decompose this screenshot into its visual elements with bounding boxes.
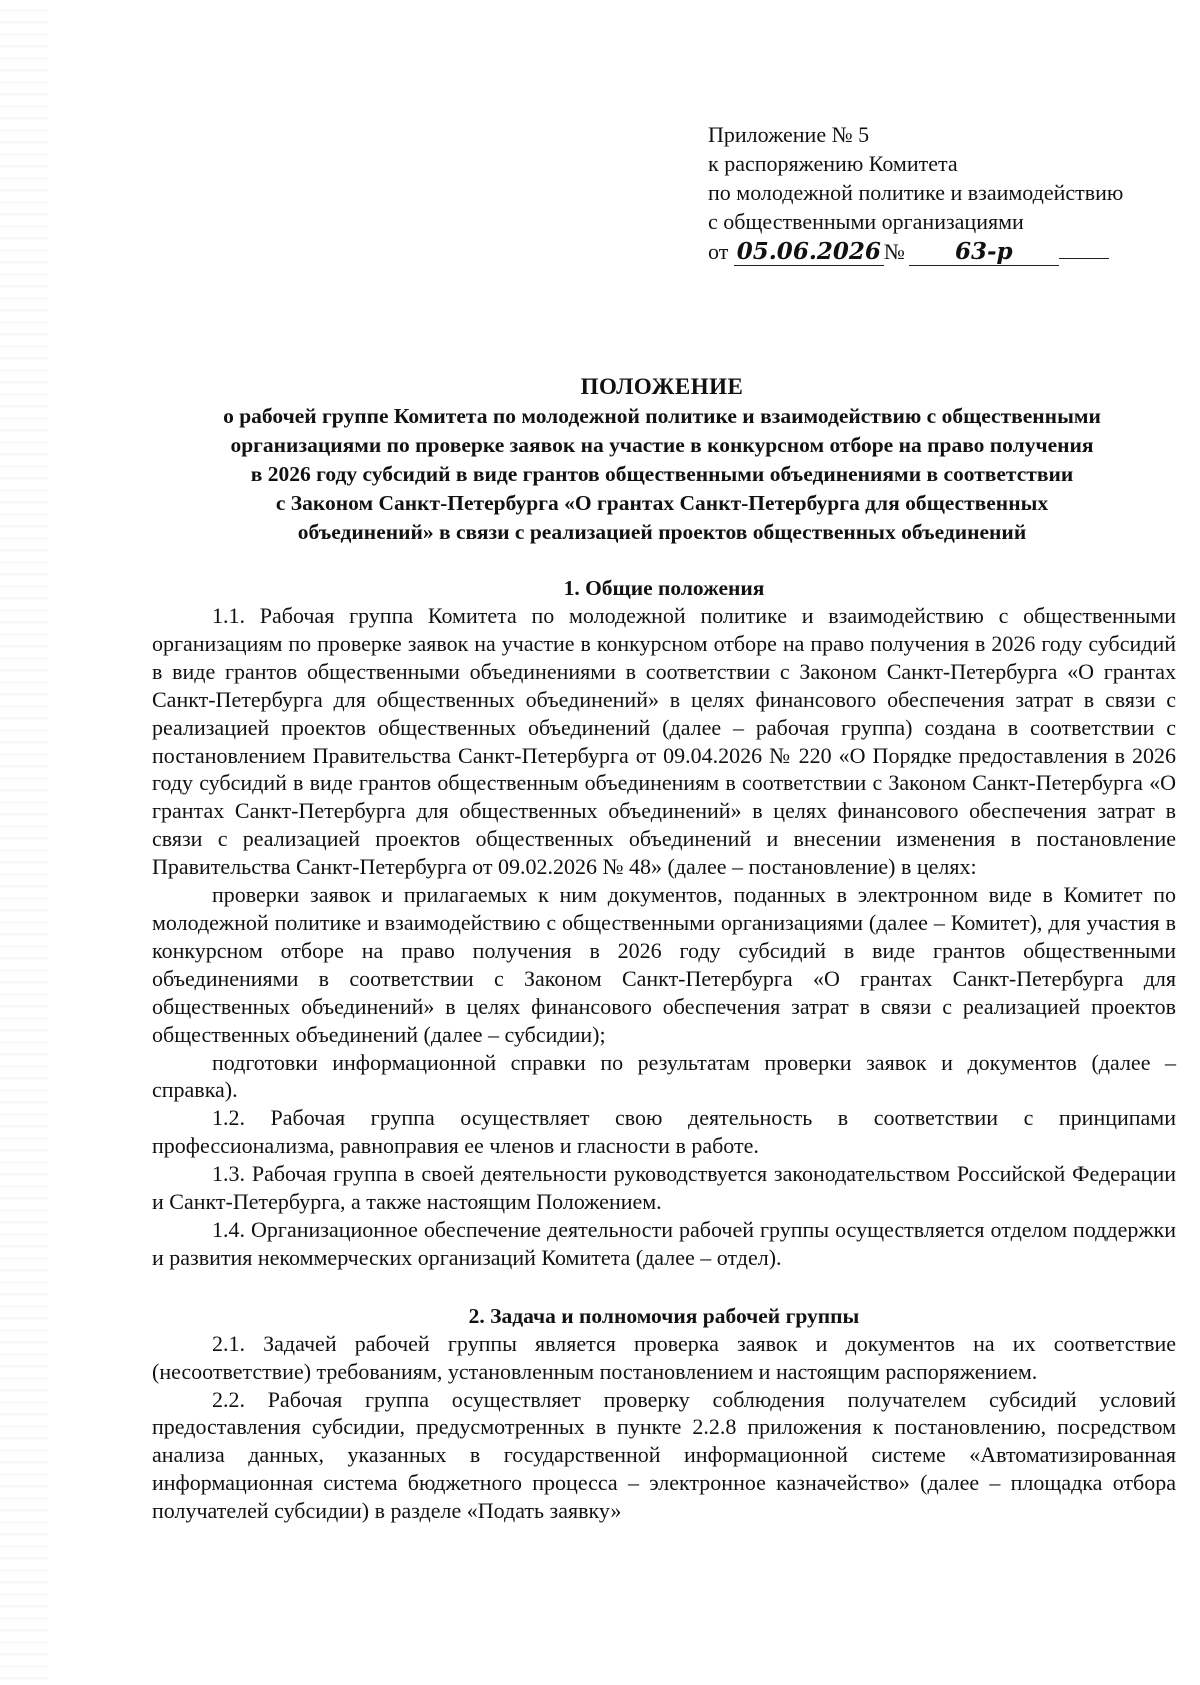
title-line-4: с Законом Санкт-Петербурга «О грантах Санкт-Петербурга для общественных (275, 491, 1049, 515)
paragraph-2-1: 2.1. Задачей рабочей группы является проверка заявок и документов на их соответствие (несоответствие) требованиям, установленным постановлением и настоящим распоряжением. (152, 1330, 1176, 1384)
annex-from-label: от (708, 239, 729, 264)
title-line-3: в 2026 году субсидий в виде грантов общественными объединениями в соответствии (250, 462, 1074, 486)
handwritten-number: 63-р (909, 239, 1059, 266)
paragraph-1-4: 1.4. Организационное обеспечение деятельности рабочей группы осуществляется отделом поддержки и развития некоммерческих организаций Комитета (далее – отдел). (152, 1216, 1176, 1270)
paragraph-1-1: 1.1. Рабочая группа Комитета по молодежной политике и взаимодействию с общественными организациям по проверке заявок на участие в конкурсном отборе на право получения в 2026 году субсидий в виде грантов общественными объединениями в соответствии с Законом Санкт-Петербурга «О грантах Санкт-Петербурга для общественных объединений» в целях финансового обеспечения затрат в связи с реализацией проектов общественных объединений (далее – рабочая группа) создана в соответствии с постановлением Правительства Санкт-Петербурга от 09.04.2026 № 220 «О Порядке предоставления в 2026 году субсидий в виде грантов общественным объединениям в соответствии с Законом Санкт-Петербурга «О грантах Санкт-Петербурга для общественных объединений» в целях финансового обеспечения затрат в связи с реализацией проектов общественных объединений и внесении изменения в постановление Правительства Санкт-Петербурга от 09.02.2026 № 48» (далее – постановление) в целях: (152, 603, 1176, 880)
paragraph-1-2: 1.2. Рабочая группа осуществляет свою деятельность в соответствии с принципами профессионализма, равноправия ее членов и гласности в работе. (152, 1105, 1176, 1159)
annex-line-4: с общественными организациями (708, 209, 1024, 234)
title-line-2: организациями по проверке заявок на участие в конкурсном отборе на право получения (230, 433, 1094, 457)
underline-filler (1059, 236, 1109, 259)
document-body (152, 574, 1176, 1525)
paragraph-1-3: 1.3. Рабочая группа в своей деятельности руководствуется законодательством Российской Федерации и Санкт-Петербурга, а также настоящим Положением. (152, 1161, 1176, 1215)
annex-line-3: по молодежной политике и взаимодействию (708, 180, 1124, 205)
handwritten-date: 05.06.2026 (734, 239, 884, 266)
document-title-block (152, 372, 1172, 547)
annex-line-2: к распоряжению Комитета (708, 151, 958, 176)
annex-number-label: № (883, 239, 905, 264)
section-2-heading: 2. Задача и полномочия рабочей группы (468, 1303, 860, 1328)
paragraph-1-1-a: проверки заявок и прилагаемых к ним документов, поданных в электронном виде в Комитет по молодежной политике и взаимодействию с общественными организациями (далее – Комитет), для участия в конкурсном отборе на право получения в 2026 году субсидий в виде грантов общественными объединениями в соответствии с Законом Санкт-Петербурга «О грантах Санкт-Петербурга для общественных объединений» в целях финансового обеспечения затрат в связи с реализацией проектов общественных объединений (далее – субсидии); (152, 882, 1176, 1047)
paragraph-2-2: 2.2. Рабочая группа осуществляет проверку соблюдения получателем субсидий условий предоставления субсидии, предусмотренных в пункте 2.2.8 приложения к постановлению, посредством анализа данных, указанных в государственной информационной системе «Автоматизированная информационная система бюджетного процесса – электронное казначейство» (далее – площадка отбора получателей субсидии) в разделе «Подать заявку» (152, 1386, 1176, 1524)
annex-header (708, 120, 1168, 266)
title-line-1: о рабочей группе Комитета по молодежной политике и взаимодействию с общественными (223, 404, 1101, 428)
annex-date-number-row (708, 236, 1168, 266)
paragraph-1-1-b: подготовки информационной справки по результатам проверки заявок и документов (далее – справка). (152, 1049, 1176, 1103)
document-title: ПОЛОЖЕНИЕ (580, 374, 744, 399)
title-line-5: объединений» в связи с реализацией проектов общественных объединений (297, 520, 1027, 544)
annex-line-1: Приложение № 5 (708, 122, 870, 147)
section-1-heading: 1. Общие положения (563, 576, 765, 600)
scan-edge-artifact (0, 0, 48, 1685)
